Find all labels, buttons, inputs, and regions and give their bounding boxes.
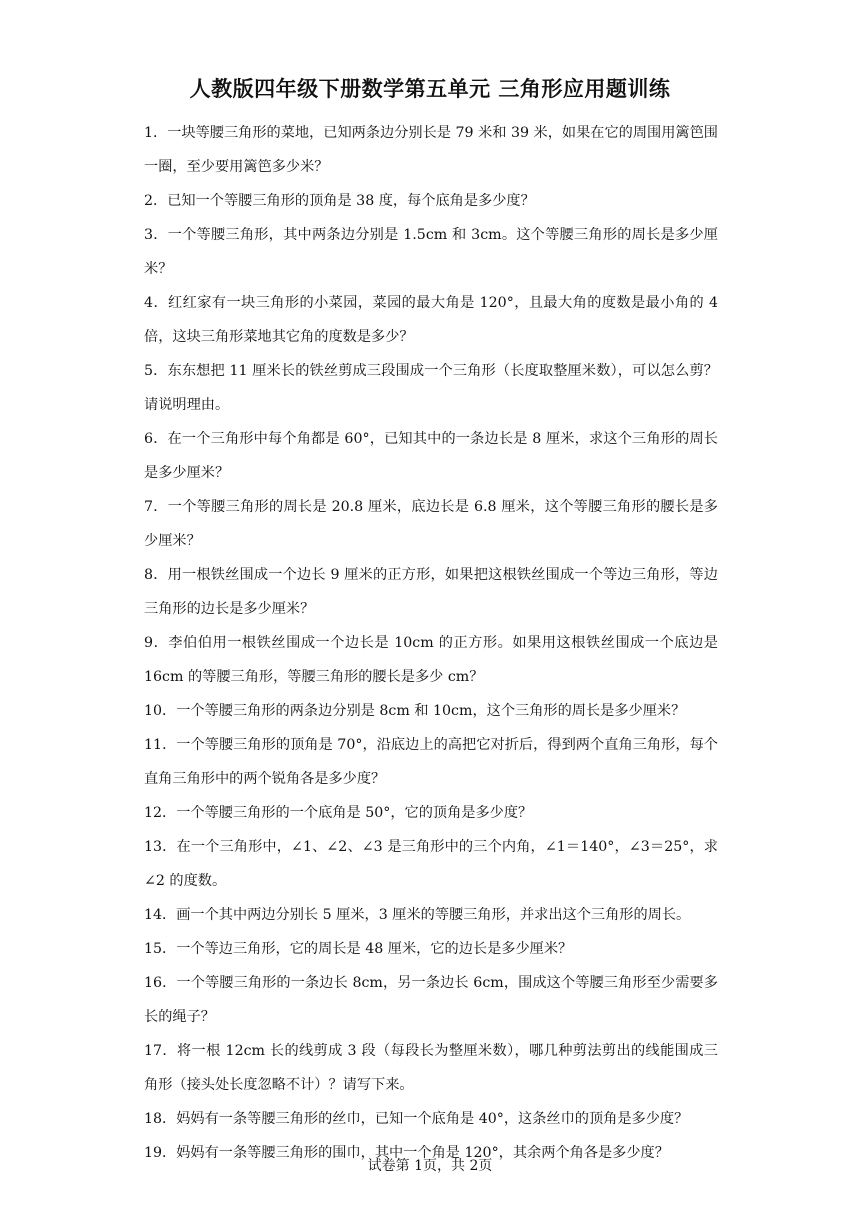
question-11: 11．一个等腰三角形的顶角是 70°，沿底边上的高把它对折后，得到两个直角三角形，每个直角三角形中的两个锐角各是多少度？ [144, 737, 718, 787]
question-17: 17．将一根 12cm 长的线剪成 3 段（每段长为整厘米数），哪几种剪法剪出的线能围成三角形（接头处长度忽略不计）？请写下来。 [144, 1043, 718, 1093]
question-list [144, 116, 718, 1170]
question-15: 15．一个等边三角形，它的周长是 48 厘米，它的边长是多少厘米？ [144, 941, 573, 957]
question-19: 19．妈妈有一条等腰三角形的围巾，其中一个角是 120°，其余两个角各是多少度？ [144, 1145, 669, 1161]
question-13: 13．在一个三角形中，∠1、∠2、∠3 是三角形中的三个内角，∠1＝140°，∠3＝25°，求∠2 的度数。 [144, 839, 718, 889]
question-1: 1．一块等腰三角形的菜地，已知两条边分别长是 79 米和 39 米，如果在它的周围用篱笆围一圈，至少要用篱笆多少米？ [144, 125, 718, 175]
question-16: 16．一个等腰三角形的一条边长 8cm，另一条边长 6cm，围成这个等腰三角形至少需要多长的绳子？ [144, 975, 718, 1025]
question-2: 2．已知一个等腰三角形的顶角是 38 度，每个底角是多少度？ [144, 193, 535, 209]
question-3: 3．一个等腰三角形，其中两条边分别是 1.5cm 和 3cm。这个等腰三角形的周长是多少厘米？ [144, 227, 718, 277]
question-4: 4．红红家有一块三角形的小菜园，菜园的最大角是 120°，且最大角的度数是最小角的 4 倍，这块三角形菜地其它角的度数是多少？ [144, 295, 718, 345]
question-14: 14．画一个其中两边分别长 5 厘米，3 厘米的等腰三角形，并求出这个三角形的周长。 [144, 907, 691, 923]
question-6: 6．在一个三角形中每个角都是 60°，已知其中的一条边长是 8 厘米，求这个三角形的周长是多少厘米？ [144, 431, 718, 481]
question-10: 10．一个等腰三角形的两条边分别是 8cm 和 10cm，这个三角形的周长是多少厘米？ [144, 703, 686, 719]
question-5: 5．东东想把 11 厘米长的铁丝剪成三段围成一个三角形（长度取整厘米数），可以怎么剪？请说明理由。 [144, 363, 718, 413]
question-8: 8．用一根铁丝围成一个边长 9 厘米的正方形，如果把这根铁丝围成一个等边三角形，等边三角形的边长是多少厘米？ [144, 567, 718, 617]
page-title: 人教版四年级下册数学第五单元 三角形应用题训练 [189, 76, 671, 101]
question-7: 7．一个等腰三角形的周长是 20.8 厘米，底边长是 6.8 厘米，这个等腰三角形的腰长是多少厘米？ [144, 499, 718, 549]
question-12: 12．一个等腰三角形的一个底角是 50°，它的顶角是多少度？ [144, 805, 533, 821]
question-9: 9．李伯伯用一根铁丝围成一个边长是 10cm 的正方形。如果用这根铁丝围成一个底边是 16cm 的等腰三角形，等腰三角形的腰长是多少 cm？ [144, 635, 718, 685]
page-footer: 试卷第 1页，共 2页 [367, 1158, 493, 1174]
question-18: 18．妈妈有一条等腰三角形的丝巾，已知一个底角是 40°，这条丝巾的顶角是多少度？ [144, 1111, 689, 1127]
